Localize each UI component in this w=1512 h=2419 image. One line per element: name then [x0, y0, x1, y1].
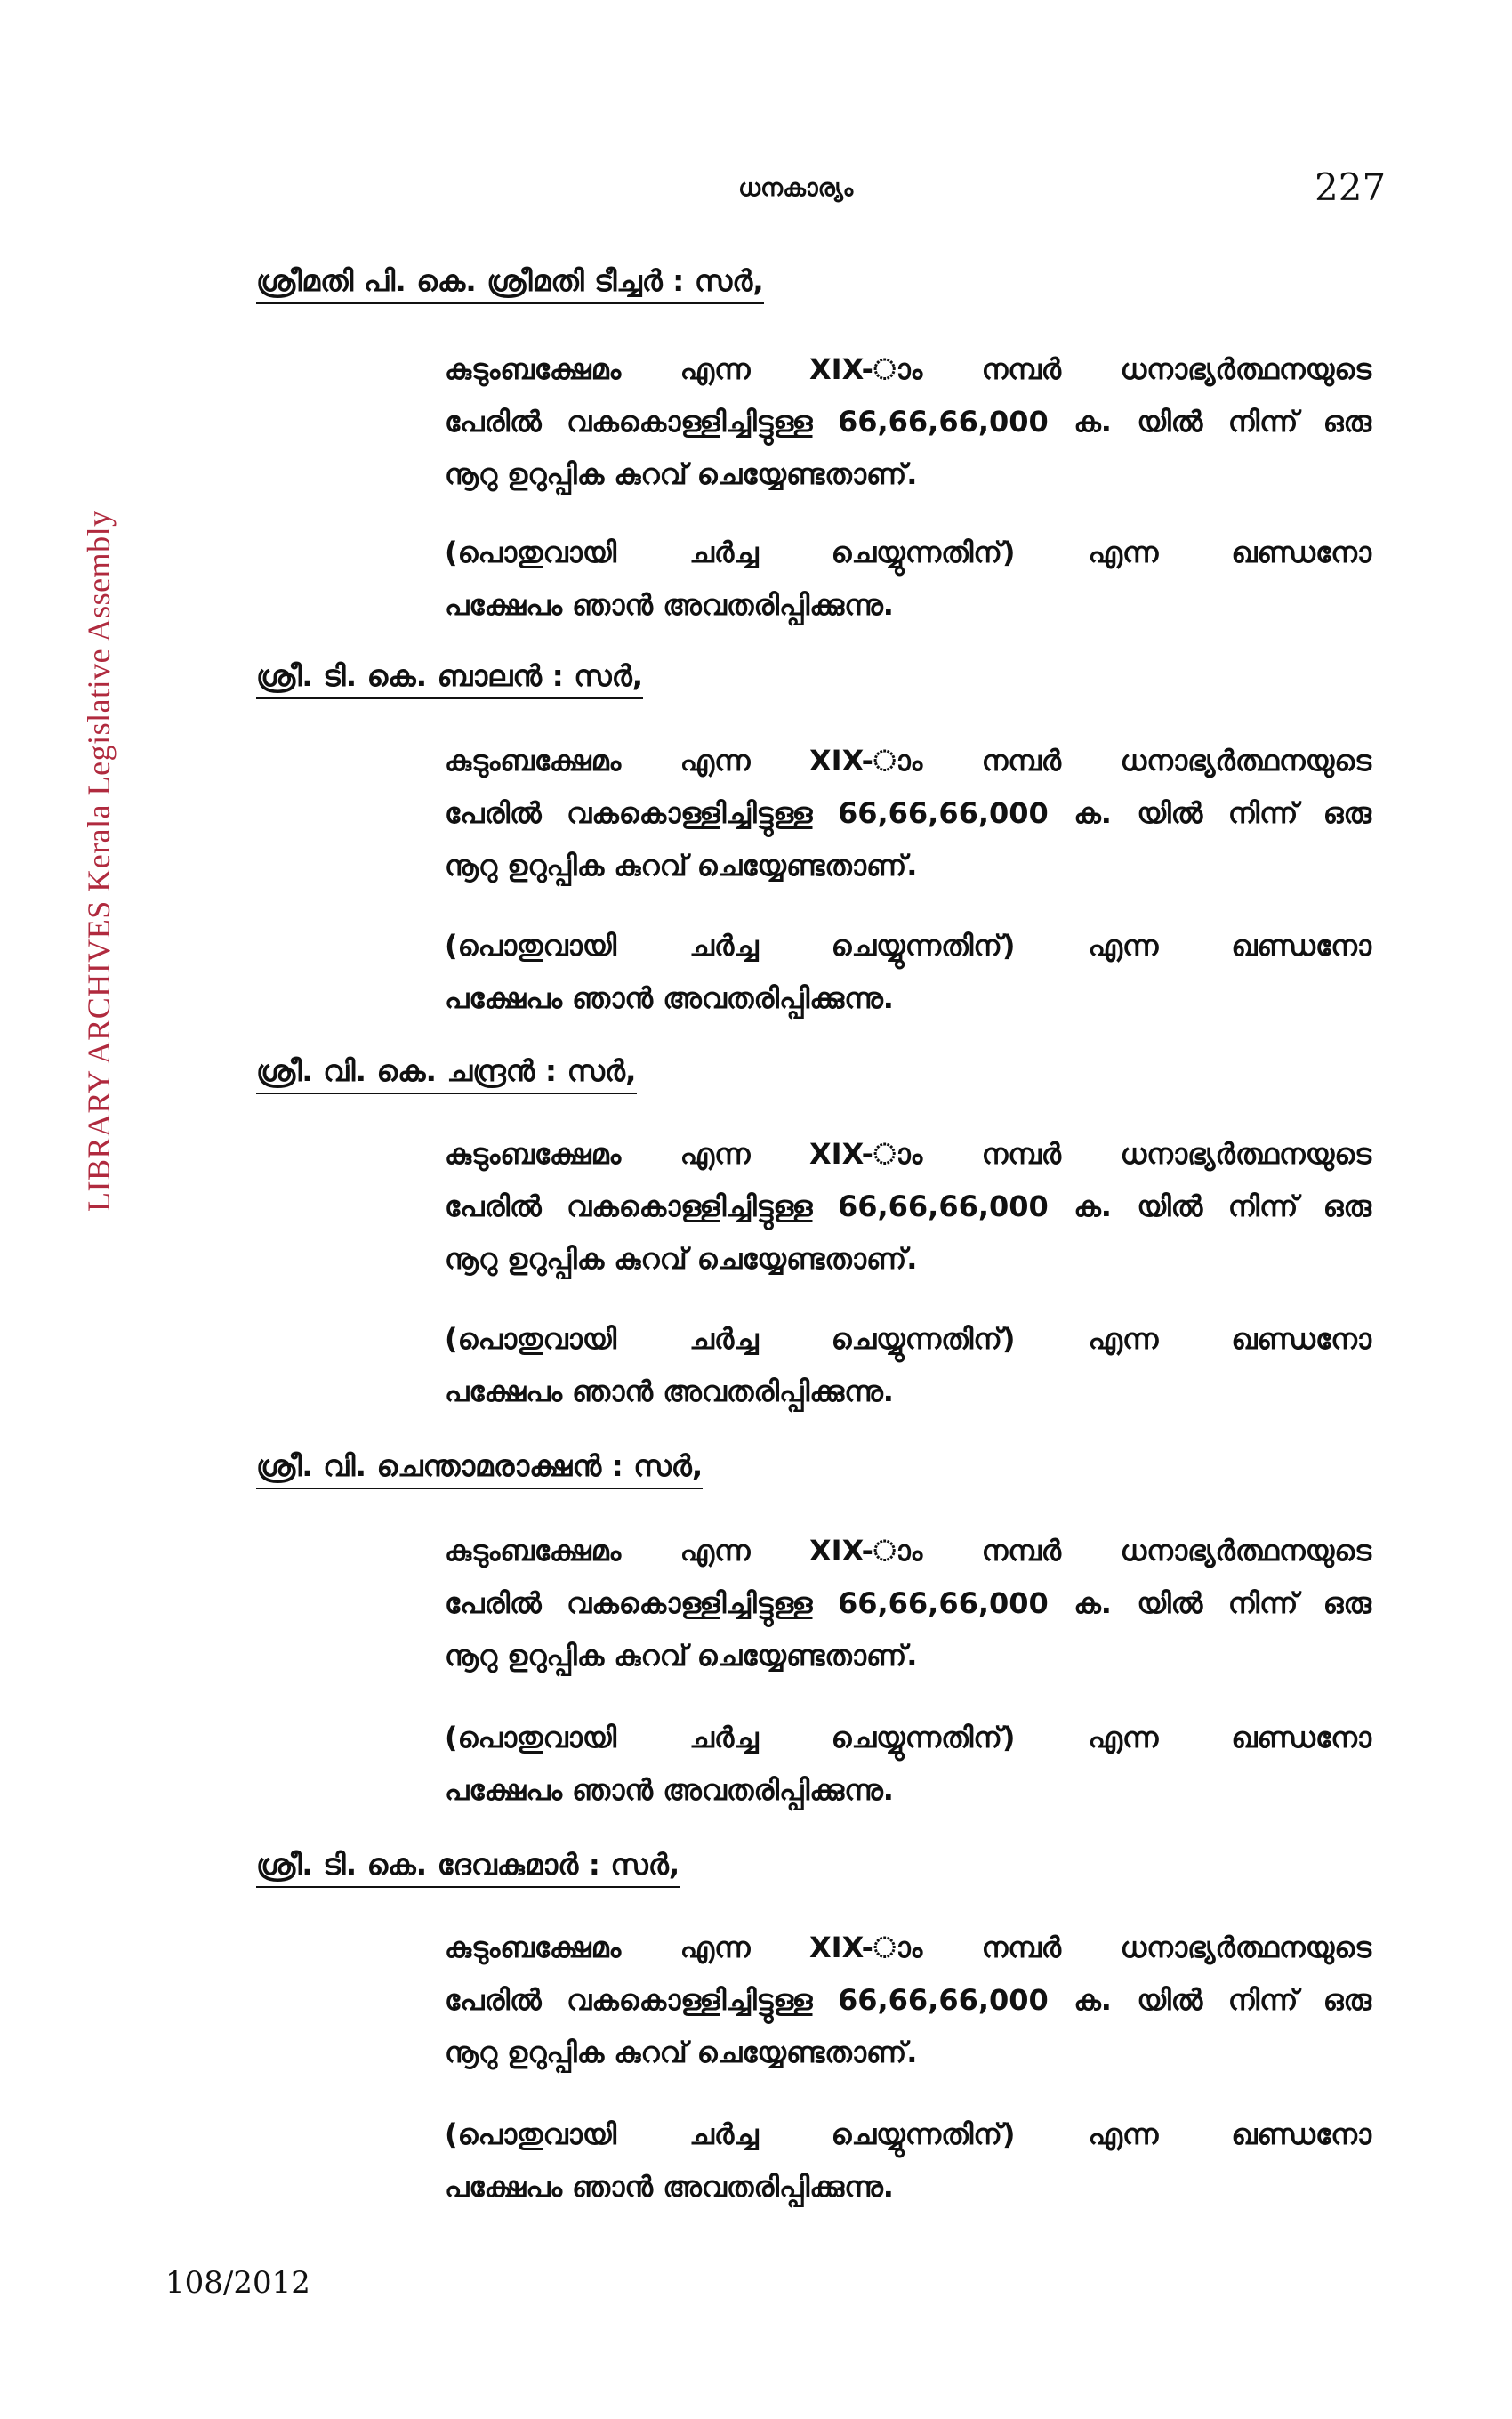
- motion-presentation-text: [445, 527, 1371, 632]
- speaker-name: ശ്രീ. ടി. കെ. ബാലൻ : സർ,: [256, 658, 643, 699]
- page-number: 227: [1315, 165, 1387, 209]
- motion-line: നൂറു ഉറുപ്പിക കുറവ് ചെയ്യേണ്ടതാണ്.: [445, 457, 918, 491]
- motion-line: കുടുംബക്ഷേമം എന്ന XIX-ാം നമ്പർ ധനാഭ്യർത്ഥനയുടെ: [445, 1931, 1371, 1964]
- motion-presentation-text: [445, 1712, 1371, 1817]
- motion-line: നൂറു ഉറുപ്പിക കുറവ് ചെയ്യേണ്ടതാണ്.: [445, 1639, 918, 1673]
- cut-motion-text: [445, 1128, 1371, 1286]
- motion-presentation-text: [445, 920, 1371, 1025]
- cut-motion-text: [445, 1525, 1371, 1682]
- motion-line: (പൊതുവായി ചർച്ച ചെയ്യുന്നതിന്) എന്ന ഖണ്ഡനോ: [445, 2117, 1371, 2151]
- speaker-name: ശ്രീ. വി. ചെന്താമരാക്ഷൻ : സർ,: [256, 1448, 703, 1489]
- motion-line: പേരിൽ വകകൊള്ളിച്ചിട്ടുള്ള 66,66,66,000 ക. യിൽ നിന്ന് ഒരു: [445, 796, 1371, 830]
- motion-line: പക്ഷേപം ഞാൻ അവതരിപ്പിക്കുന്നു.: [445, 2170, 894, 2204]
- motion-line: പേരിൽ വകകൊള്ളിച്ചിട്ടുള്ള 66,66,66,000 ക. യിൽ നിന്ന് ഒരു: [445, 1189, 1371, 1223]
- motion-presentation-text: [445, 2109, 1371, 2213]
- archive-watermark: LIBRARY ARCHIVES Kerala Legislative Assembly: [81, 510, 117, 1212]
- footer-reference: 108/2012: [165, 2265, 310, 2301]
- motion-line: (പൊതുവായി ചർച്ച ചെയ്യുന്നതിന്) എന്ന ഖണ്ഡനോ: [445, 1721, 1371, 1754]
- motion-line: പേരിൽ വകകൊള്ളിച്ചിട്ടുള്ള 66,66,66,000 ക. യിൽ നിന്ന് ഒരു: [445, 1586, 1371, 1620]
- motion-line: പേരിൽ വകകൊള്ളിച്ചിട്ടുള്ള 66,66,66,000 ക. യിൽ നിന്ന് ഒരു: [445, 405, 1371, 439]
- motion-line: പക്ഷേപം ഞാൻ അവതരിപ്പിക്കുന്നു.: [445, 588, 894, 622]
- motion-line: പേരിൽ വകകൊള്ളിച്ചിട്ടുള്ള 66,66,66,000 ക. യിൽ നിന്ന് ഒരു: [445, 1983, 1371, 2017]
- motion-line: നൂറു ഉറുപ്പിക കുറവ് ചെയ്യേണ്ടതാണ്.: [445, 2036, 918, 2069]
- running-header-title: ധനകാര്യം: [738, 174, 854, 202]
- speaker-name: ശ്രീ. വി. കെ. ചന്ദ്രൻ : സർ,: [256, 1053, 637, 1094]
- speaker-name: ശ്രീ. ടി. കെ. ദേവകുമാർ : സർ,: [256, 1847, 680, 1888]
- motion-line: കുടുംബക്ഷേമം എന്ന XIX-ാം നമ്പർ ധനാഭ്യർത്ഥനയുടെ: [445, 352, 1371, 386]
- motion-line: പക്ഷേപം ഞാൻ അവതരിപ്പിക്കുന്നു.: [445, 981, 894, 1015]
- motion-line: (പൊതുവായി ചർച്ച ചെയ്യുന്നതിന്) എന്ന ഖണ്ഡനോ: [445, 929, 1371, 963]
- motion-line: പക്ഷേപം ഞാൻ അവതരിപ്പിക്കുന്നു.: [445, 1375, 894, 1408]
- speaker-name: ശ്രീമതി പി. കെ. ശ്രീമതി ടീച്ചർ : സർ,: [256, 263, 764, 304]
- cut-motion-text: [445, 735, 1371, 892]
- motion-line: കുടുംബക്ഷേമം എന്ന XIX-ാം നമ്പർ ധനാഭ്യർത്ഥനയുടെ: [445, 1534, 1371, 1568]
- motion-line: നൂറു ഉറുപ്പിക കുറവ് ചെയ്യേണ്ടതാണ്.: [445, 1242, 918, 1276]
- motion-line: (പൊതുവായി ചർച്ച ചെയ്യുന്നതിന്) എന്ന ഖണ്ഡനോ: [445, 1322, 1371, 1356]
- motion-line: കുടുംബക്ഷേമം എന്ന XIX-ാം നമ്പർ ധനാഭ്യർത്ഥനയുടെ: [445, 1137, 1371, 1171]
- cut-motion-text: [445, 1922, 1371, 2079]
- motion-line: നൂറു ഉറുപ്പിക കുറവ് ചെയ്യേണ്ടതാണ്.: [445, 849, 918, 883]
- motion-line: കുടുംബക്ഷേമം എന്ന XIX-ാം നമ്പർ ധനാഭ്യർത്ഥനയുടെ: [445, 744, 1371, 778]
- cut-motion-text: [445, 343, 1371, 501]
- motion-line: (പൊതുവായി ചർച്ച ചെയ്യുന്നതിന്) എന്ന ഖണ്ഡനോ: [445, 536, 1371, 569]
- motion-line: പക്ഷേപം ഞാൻ അവതരിപ്പിക്കുന്നു.: [445, 1773, 894, 1807]
- motion-presentation-text: [445, 1313, 1371, 1418]
